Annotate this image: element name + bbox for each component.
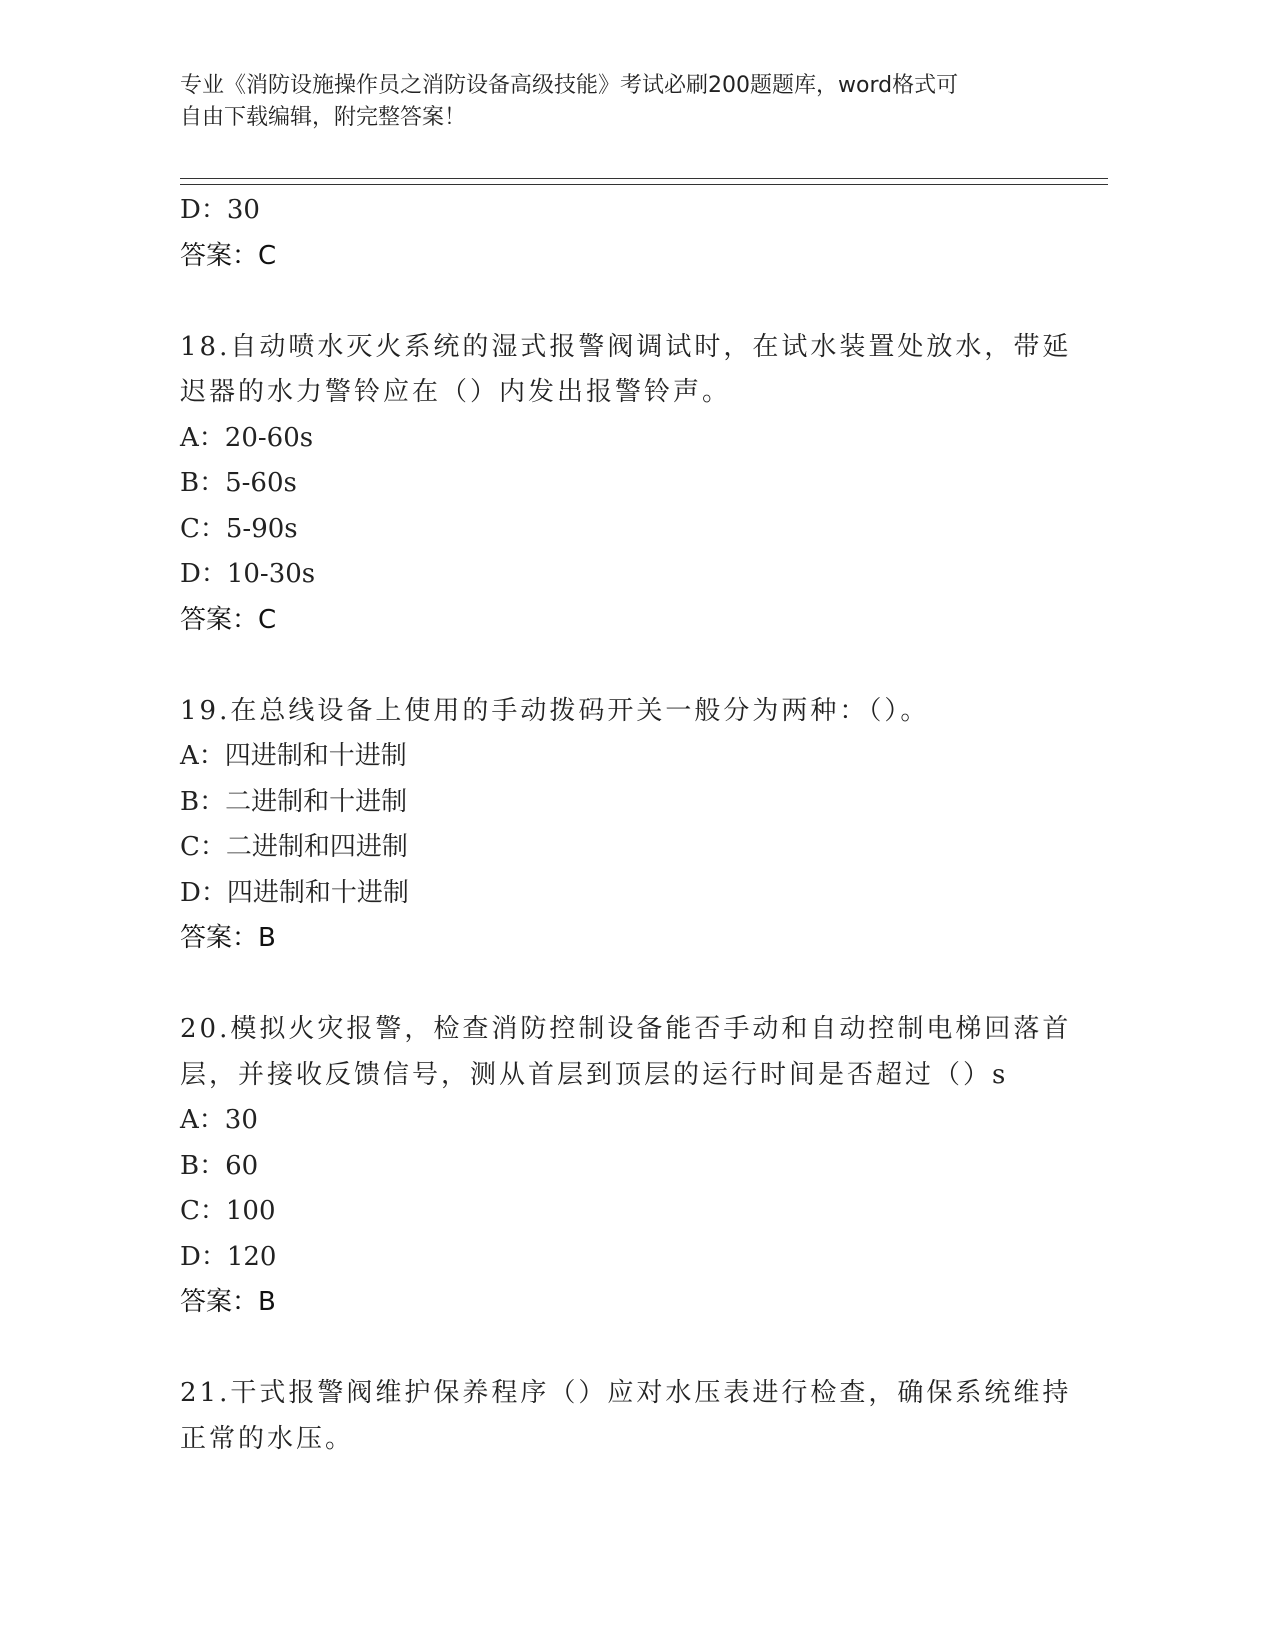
question-20-option-c: C：100: [180, 1196, 276, 1226]
question-18-option-d: D：10-30s: [180, 559, 316, 589]
question-18-answer: 答案：C: [180, 604, 277, 635]
header-divider: [180, 178, 1108, 185]
question-18: [180, 325, 1080, 644]
question-19-option-b: B：二进制和十进制: [180, 786, 408, 817]
question-18-option-c: C：5-90s: [180, 513, 298, 544]
question-18-option-b: B：5-60s: [180, 468, 297, 498]
prev-answer: 答案：C: [180, 240, 277, 271]
question-21-line-1: 21.干式报警阀维护保养程序（）应对水压表进行检查，确保系统维持: [180, 1378, 1072, 1408]
question-19-option-a: A：四进制和十进制: [180, 741, 407, 771]
question-21: [180, 1371, 1080, 1462]
question-19-option-c: C：二进制和四进制: [180, 832, 408, 862]
question-19-answer: 答案：B: [180, 923, 276, 953]
question-list: [180, 188, 1080, 1462]
header-line-2: 自由下载编辑，附完整答案！: [180, 105, 467, 130]
question-21-line-2: 正常的水压。: [180, 1423, 355, 1454]
header-line-1: 专业《消防设施操作员之消防设备高级技能》考试必刷200题题库，word格式可: [180, 73, 959, 98]
question-19: [180, 689, 1080, 962]
question-18-line-1: 18.自动喷水灭火系统的湿式报警阀调试时，在试水装置处放水，带延: [180, 331, 1072, 362]
question-20: [180, 1007, 1080, 1326]
question-20-line-2: 层，并接收反馈信号，测从首层到顶层的运行时间是否超过（）s: [180, 1059, 1009, 1090]
prev-option-d: D：30: [180, 195, 260, 225]
question-18-option-a: A：20-60s: [180, 422, 314, 453]
question-20-option-d: D：120: [180, 1241, 277, 1272]
spacer: [180, 962, 1080, 1008]
spacer: [180, 1326, 1080, 1372]
question-20-line-1: 20.模拟火灾报警，检查消防控制设备能否手动和自动控制电梯回落首: [180, 1014, 1072, 1044]
question-18-line-2: 迟器的水力警铃应在（）内发出报警铃声。: [180, 377, 732, 407]
question-19-line-1: 19.在总线设备上使用的手动拨码开关一般分为两种：（）。: [180, 695, 930, 726]
question-20-option-a: A：30: [180, 1105, 258, 1135]
spacer: [180, 279, 1080, 325]
question-20-answer: 答案：B: [180, 1287, 276, 1317]
document-header: [180, 70, 1060, 134]
spacer: [180, 643, 1080, 689]
question-20-option-b: B：60: [180, 1150, 259, 1181]
question-19-option-d: D：四进制和十进制: [180, 877, 409, 908]
